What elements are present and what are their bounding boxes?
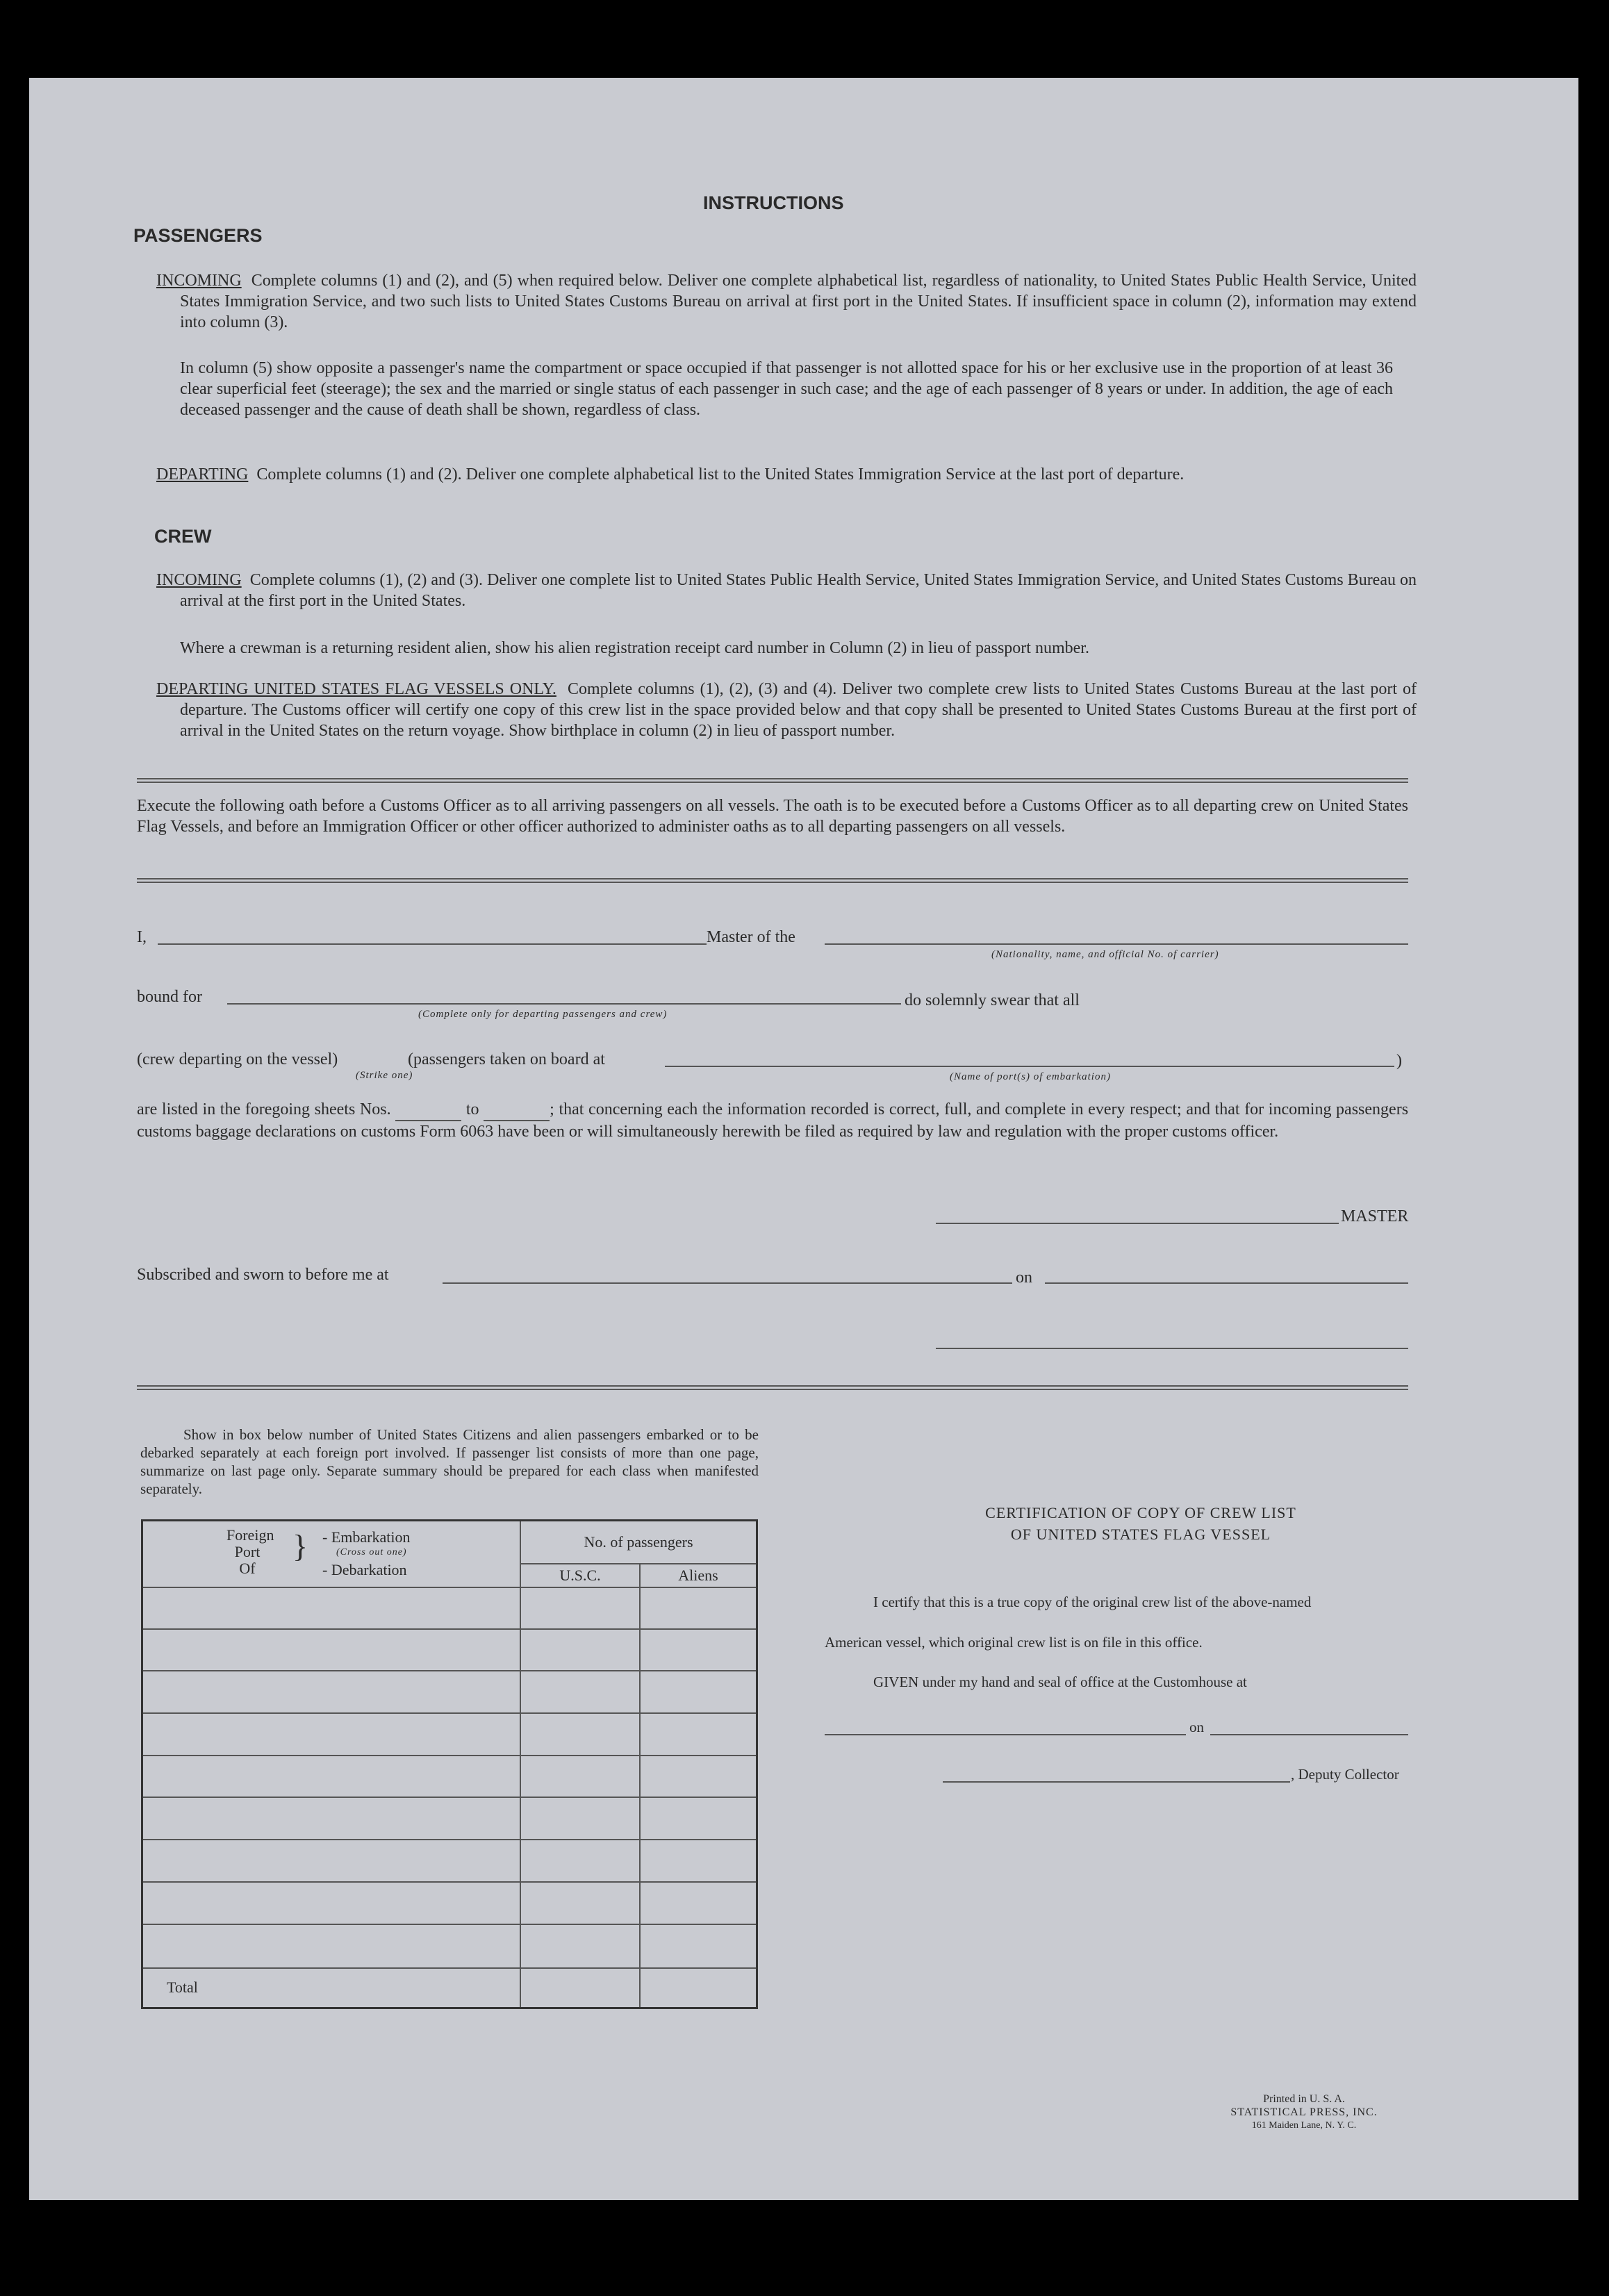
crew-incoming-label: INCOMING (156, 571, 242, 589)
aliens-cell[interactable] (640, 1840, 757, 1882)
embarkation-ports-field[interactable] (665, 1066, 1394, 1067)
usc-cell[interactable] (520, 1797, 640, 1840)
certify-line1: I certify that this is a true copy of the original crew list of the above-named (873, 1594, 1312, 1610)
carrier-caption: (Nationality, name, and official No. of carrier) (991, 949, 1219, 960)
total-label: Total (142, 1968, 521, 2008)
divider-1 (137, 778, 1408, 783)
port-cell[interactable] (142, 1629, 521, 1671)
port-cell[interactable] (142, 1797, 521, 1840)
strike-one-caption: (Strike one) (356, 1070, 413, 1081)
certify-line2: American vessel, which original crew list is on file in this office. (825, 1634, 1203, 1651)
passengers-heading: PASSENGERS (133, 225, 263, 246)
usc-cell[interactable] (520, 1840, 640, 1882)
box-instruction: Show in box below number of United States Citizens and alien passengers embarked or to be debarked separately at each foreign port involved. If passenger list consists of more than one page, summarize on last page only. Separate summary should be prepared for each class when manifested separately. (140, 1426, 759, 1497)
sheet-from-field[interactable] (395, 1099, 461, 1121)
port-cell[interactable] (142, 1924, 521, 1968)
certification-title-line2: OF UNITED STATES FLAG VESSEL (1010, 1526, 1271, 1543)
usc-cell[interactable] (520, 1713, 640, 1756)
passengers-departing-label: DEPARTING (156, 465, 249, 484)
customhouse-field[interactable] (825, 1734, 1186, 1735)
port-cell[interactable] (142, 1756, 521, 1797)
deputy-collector-label: , Deputy Collector (1291, 1766, 1399, 1783)
listed-to: to (465, 1100, 479, 1118)
oath-instruction: Execute the following oath before a Customs Officer as to all arriving passengers on all vessels. The oath is to be executed before a Customs Officer as to all departing crew on United States Flag Vessels, and before an Immigration Officer or other officer authorized to administer oaths as to all departing passengers on all vessels. (137, 797, 1408, 836)
certification-on-label: on (1189, 1719, 1204, 1735)
column5-instructions: In column (5) show opposite a passenger's name the compartment or space occupied if that passenger is not allotted space for his or her exclusive use in the proportion of at least 36 clear superficial feet (steerage); the sex and the married or single status of each passenger in such case; and the age of each passenger of 8 years or under. In addition, the age of each deceased passenger and the cause of death shall be shown, regardless of class. (180, 359, 1393, 419)
subscribed-on-label: on (1016, 1269, 1032, 1287)
foreign-word: Foreign (226, 1526, 274, 1544)
listed-paragraph (137, 1099, 1408, 1142)
aliens-cell[interactable] (640, 1797, 757, 1840)
crew-departing-phrase: (crew departing on the vessel) (137, 1050, 338, 1068)
swear-label: do solemnly swear that all (905, 991, 1080, 1009)
sheet-to-field[interactable] (484, 1099, 550, 1121)
crew-departing-label: DEPARTING UNITED STATES FLAG VESSELS ONLY. (156, 680, 556, 698)
officer-signature-field[interactable] (936, 1348, 1408, 1349)
embarkation-option: - Embarkation (322, 1528, 411, 1546)
crew-departing-text: Complete columns (1), (2), (3) and (4). Deliver two complete crew lists to United States Customs Bureau at the last port of departure. The Customs officer will certify one copy of this crew list in the space provided below and that copy shall be presented to United States Customs Bureau at the first port of arrival in the United States on the return voyage. Show birthplace in column (2) in lieu of passport number. (180, 680, 1417, 740)
passengers-taken-phrase: (passengers taken on board at (408, 1050, 605, 1068)
aliens-cell[interactable] (640, 1882, 757, 1924)
port-cell[interactable] (142, 1671, 521, 1713)
printer-line3: 161 Maiden Lane, N. Y. C. (1251, 2120, 1357, 2131)
divider-2 (137, 878, 1408, 883)
ports-caption: (Name of port(s) of embarkation) (950, 1071, 1111, 1082)
port-word: Port (234, 1543, 261, 1560)
subscribed-date-field[interactable] (1045, 1282, 1408, 1284)
usc-cell[interactable] (520, 1882, 640, 1924)
cross-out-caption: (Cross out one) (336, 1547, 407, 1558)
port-cell[interactable] (142, 1882, 521, 1924)
subscribed-place-field[interactable] (443, 1282, 1012, 1284)
of-word: Of (239, 1560, 256, 1577)
passengers-incoming-text: Complete columns (1) and (2), and (5) when required below. Deliver one complete alphabetical list, regardless of nationality, to United States Public Health Service, United States Immigration Service, and two such lists to United States Customs Bureau on arrival at first port in the United States. If insufficient space in column (2), information may extend into column (3). (180, 272, 1417, 331)
given-line: GIVEN under my hand and seal of office at the Customhouse at (873, 1674, 1247, 1690)
certification-title (925, 1502, 1356, 1545)
bound-for-field[interactable] (227, 1003, 901, 1005)
close-paren: ) (1396, 1052, 1402, 1070)
subscribed-label: Subscribed and sworn to before me at (137, 1266, 389, 1284)
master-of-the-label: Master of the (707, 928, 795, 946)
aliens-cell[interactable] (640, 1713, 757, 1756)
master-name-field[interactable] (158, 943, 707, 945)
listed-end: ; that concerning each the information recorded is correct, full, and complete in every respect; and that for incoming passengers customs baggage declarations on customs Form 6063 have been or will simultaneously herewith be filed as required by law and regulation with the proper customs officer. (137, 1100, 1409, 1141)
foreign-port-of-label (226, 1526, 274, 1577)
port-cell[interactable] (142, 1840, 521, 1882)
total-usc-cell[interactable] (520, 1968, 640, 2008)
aliens-header: Aliens (640, 1564, 757, 1587)
master-label: MASTER (1341, 1207, 1409, 1225)
usc-cell[interactable] (520, 1629, 640, 1671)
resident-alien-note: Where a crewman is a returning resident alien, show his alien registration receipt card number in Column (2) in lieu of passport number. (180, 639, 1089, 657)
aliens-cell[interactable] (640, 1587, 757, 1629)
divider-3 (137, 1385, 1408, 1390)
brace-icon: } (292, 1528, 308, 1564)
usc-cell[interactable] (520, 1587, 640, 1629)
page-title: INSTRUCTIONS (703, 192, 844, 213)
printer-line2: STATISTICAL PRESS, INC. (1230, 2106, 1378, 2118)
aliens-cell[interactable] (640, 1756, 757, 1797)
passengers-departing-section (156, 464, 1417, 485)
usc-header: U.S.C. (520, 1564, 640, 1587)
usc-cell[interactable] (520, 1756, 640, 1797)
no-of-passengers-header: No. of passengers (520, 1521, 757, 1564)
passengers-incoming-section (156, 270, 1417, 333)
passengers-incoming-label: INCOMING (156, 272, 242, 290)
ports-table (141, 1519, 758, 2009)
port-cell[interactable] (142, 1713, 521, 1756)
printer-imprint (1210, 2092, 1398, 2132)
usc-cell[interactable] (520, 1924, 640, 1968)
usc-cell[interactable] (520, 1671, 640, 1713)
listed-start: are listed in the foregoing sheets Nos. (137, 1100, 391, 1118)
bound-for-label: bound for (137, 988, 202, 1006)
printer-line1: Printed in U. S. A. (1263, 2093, 1345, 2105)
passengers-departing-text: Complete columns (1) and (2). Deliver one complete alphabetical list to the United States Immigration Service at the last port of departure. (256, 465, 1185, 484)
crew-incoming-section (156, 570, 1417, 611)
aliens-cell[interactable] (640, 1924, 757, 1968)
master-signature-field[interactable] (936, 1223, 1339, 1224)
total-aliens-cell[interactable] (640, 1968, 757, 2008)
crew-incoming-text: Complete columns (1), (2) and (3). Deliver one complete list to United States Public Health Service, United States Immigration Service, and United States Customs Bureau on arrival at the first port in the United States. (180, 571, 1417, 610)
aliens-cell[interactable] (640, 1671, 757, 1713)
oath-i-label: I, (137, 928, 147, 946)
debarkation-option: - Debarkation (322, 1561, 407, 1578)
port-header-cell (142, 1521, 521, 1587)
deputy-collector-field[interactable] (943, 1781, 1290, 1783)
certification-date-field[interactable] (1210, 1734, 1408, 1735)
bound-for-caption: (Complete only for departing passengers and crew) (418, 1009, 668, 1020)
crew-departing-section (156, 679, 1417, 741)
crew-heading: CREW (154, 526, 212, 547)
aliens-cell[interactable] (640, 1629, 757, 1671)
form-sheet (29, 78, 1578, 2200)
port-cell[interactable] (142, 1587, 521, 1629)
certification-title-line1: CERTIFICATION OF COPY OF CREW LIST (985, 1504, 1296, 1521)
carrier-field[interactable] (825, 943, 1408, 945)
